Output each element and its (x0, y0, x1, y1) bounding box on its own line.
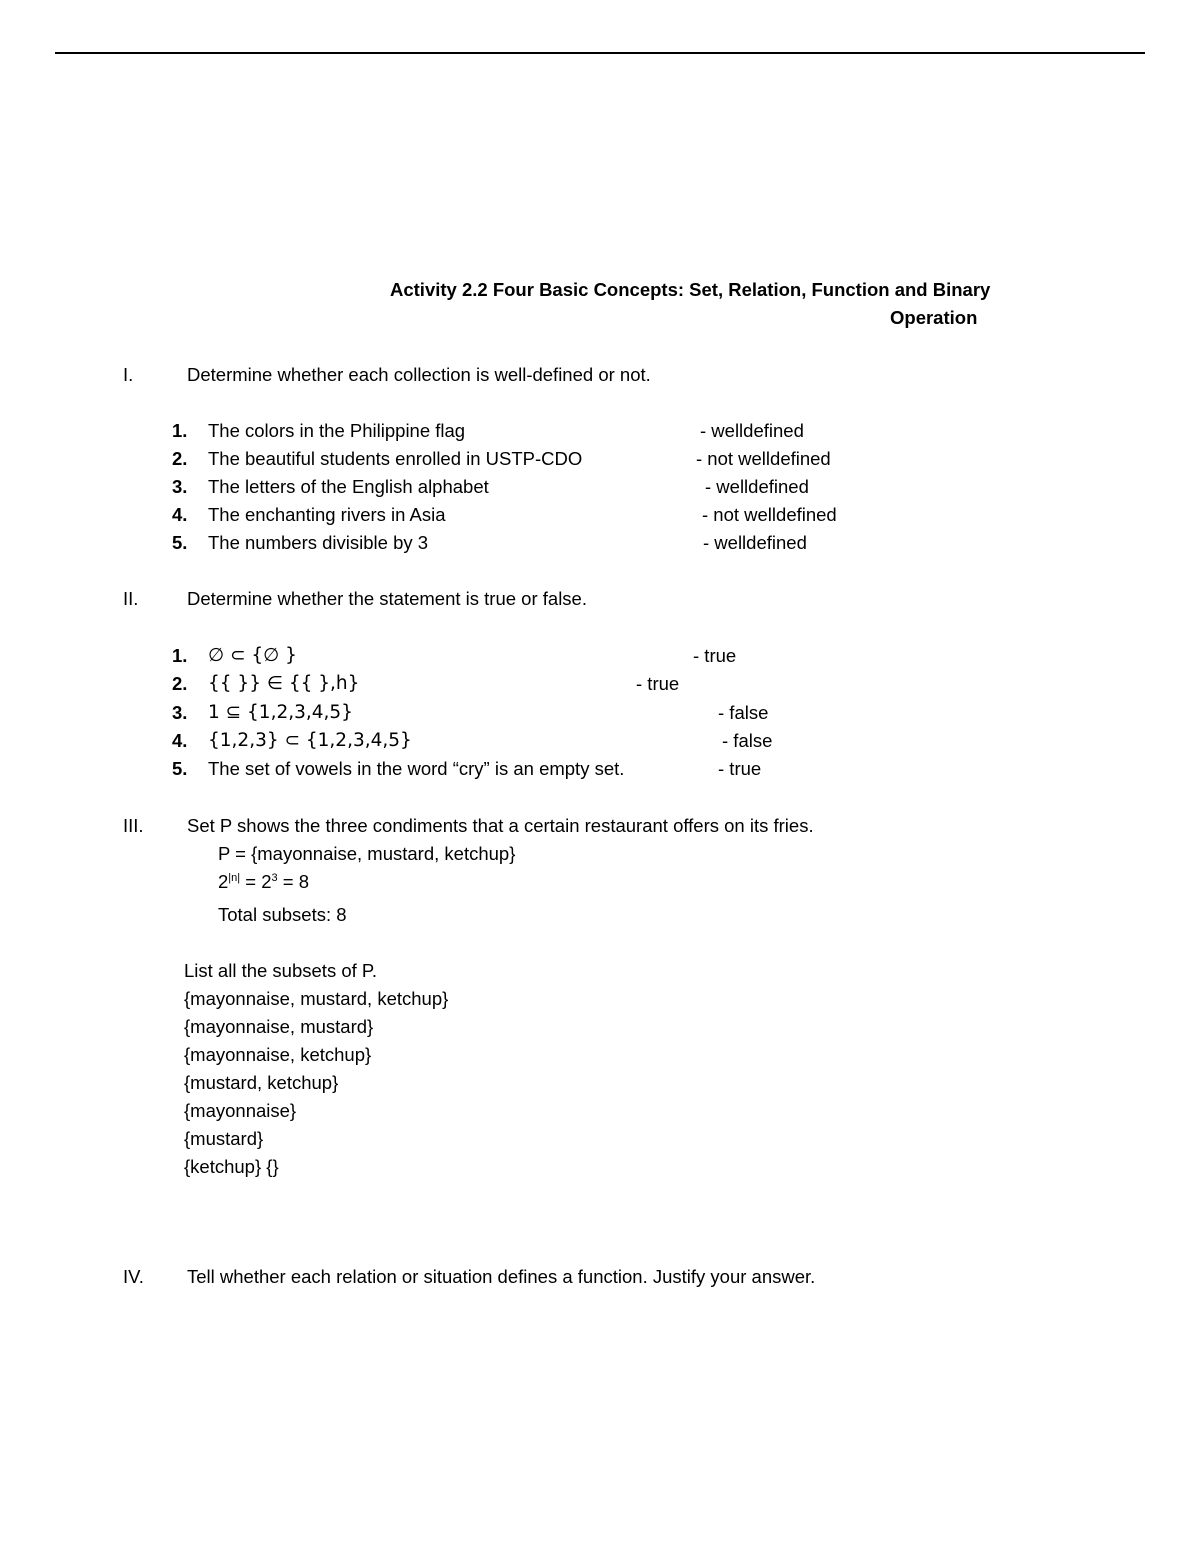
s2-item-number: 1. (172, 645, 188, 666)
section-1-instruction: Determine whether each collection is well-defined or not. (187, 364, 651, 385)
section-2-numeral: II. (123, 588, 139, 609)
s1-item-number: 2. (172, 448, 188, 469)
subset-item: {mayonnaise} (184, 1100, 297, 1121)
header-rule (55, 52, 1145, 54)
section-4-numeral: IV. (123, 1266, 144, 1287)
s1-item-text: The colors in the Philippine flag (208, 420, 466, 441)
s2-item-number: 2. (172, 673, 188, 694)
s1-item-text: The enchanting rivers in Asia (208, 504, 446, 525)
s2-item-number: 3. (172, 702, 188, 723)
s2-item-answer: - false (718, 702, 769, 723)
s1-item-text: The letters of the English alphabet (208, 476, 489, 497)
s1-item-answer: - not welldefined (696, 448, 831, 469)
s1-item-number: 3. (172, 476, 188, 497)
s1-item-text: The beautiful students enrolled in USTP-CDO (208, 448, 583, 469)
section-4-instruction: Tell whether each relation or situation defines a function. Justify your answer. (187, 1266, 816, 1287)
set-definition: P = {mayonnaise, mustard, ketchup} (218, 843, 516, 864)
s2-item-answer: - false (722, 730, 773, 751)
subset-item: {mayonnaise, mustard, ketchup} (184, 988, 449, 1009)
subsets-heading: List all the subsets of P. (184, 960, 377, 981)
s2-item-statement: {1,2,3} ⊂ {1,2,3,4,5} (208, 730, 412, 751)
section-3-instruction: Set P shows the three condiments that a certain restaurant offers on its fries. (187, 815, 814, 836)
subset-item: {mayonnaise, ketchup} (184, 1044, 372, 1065)
subset-item: {ketchup} {} (184, 1156, 279, 1177)
s1-item-number: 5. (172, 532, 188, 553)
section-3-numeral: III. (123, 815, 144, 836)
s2-item-number: 4. (172, 730, 188, 751)
s2-item-answer: - true (693, 645, 737, 666)
s2-item-answer: - true (636, 673, 680, 694)
total-subsets: Total subsets: 8 (218, 904, 347, 925)
s1-item-answer: - not welldefined (702, 504, 837, 525)
subset-item: {mustard, ketchup} (184, 1072, 339, 1093)
page-title: Activity 2.2 Four Basic Concepts: Set, Relation, Function and Binary (390, 279, 991, 300)
s1-item-number: 4. (172, 504, 188, 525)
s2-item-statement: 1 ⊆ {1,2,3,4,5} (208, 702, 353, 723)
s1-item-text: The numbers divisible by 3 (208, 532, 429, 553)
s1-item-answer: - welldefined (700, 420, 804, 441)
s2-item-statement: {{ }} ∈ {{ },h} (208, 673, 360, 694)
page-title-continued: Operation (890, 307, 978, 328)
s1-item-answer: - welldefined (703, 532, 807, 553)
power-set-formula: $2^{|n|} = 2^3 = 8$ (218, 871, 310, 892)
s2-item-answer: - true (718, 758, 762, 779)
section-2-instruction: Determine whether the statement is true or false. (187, 588, 587, 609)
section-1-numeral: I. (123, 364, 134, 385)
s2-item-number: 5. (172, 758, 188, 779)
s2-item-statement: The set of vowels in the word “cry” is an empty set. (208, 758, 625, 779)
s1-item-answer: - welldefined (705, 476, 809, 497)
s2-item-statement: ∅ ⊂ {∅ } (208, 645, 297, 666)
subset-item: {mayonnaise, mustard} (184, 1016, 374, 1037)
s1-item-number: 1. (172, 420, 188, 441)
subset-item: {mustard} (184, 1128, 264, 1149)
